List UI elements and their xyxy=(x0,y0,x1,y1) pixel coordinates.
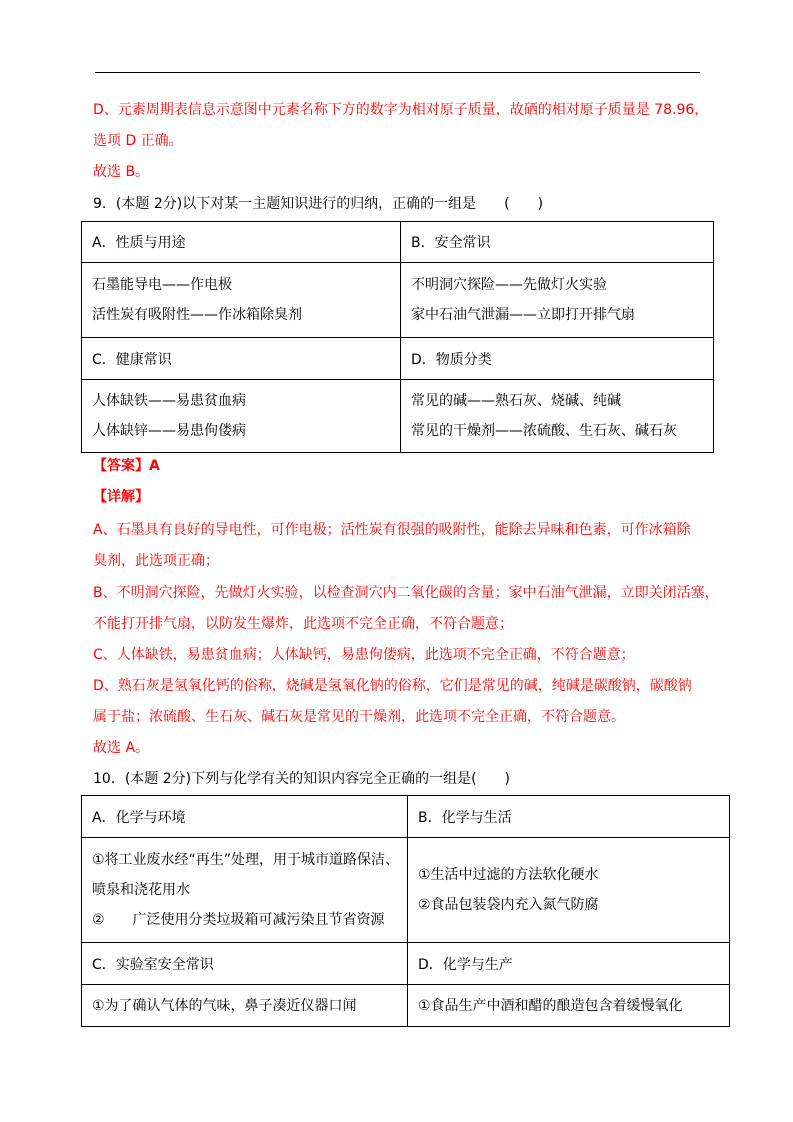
option-a-line: 石墨能导电——作电极 xyxy=(92,277,232,293)
detail-line: 臭剂，此选项正确； xyxy=(93,553,219,569)
option-b-line: 家中石油气泄漏——立即打开排气扇 xyxy=(411,307,635,323)
option-a-content xyxy=(82,838,408,943)
question-10-table xyxy=(81,795,730,1027)
option-c-line: 人体缺铁——易患贫血病 xyxy=(92,393,246,409)
option-d-line: 常见的碱——熟石灰、烧碱、纯碱 xyxy=(411,393,621,409)
option-d-content xyxy=(401,380,714,453)
option-c-header: C．实验室安全常识 xyxy=(82,943,408,985)
option-c-line: ①为了确认气体的气味，鼻子凑近仪器口闻 xyxy=(92,997,357,1014)
option-a-line: 喷泉和浇花用水 xyxy=(92,882,190,898)
detail-conclusion: 故选 A。 xyxy=(93,740,150,756)
option-a-line: ② 广泛使用分类垃圾箱可减污染且节省资源 xyxy=(92,912,385,928)
option-b-content xyxy=(408,838,730,943)
option-a-content xyxy=(82,263,401,338)
option-b-line: 不明洞穴探险——先做灯火实验 xyxy=(411,277,607,293)
option-d-header: D．物质分类 xyxy=(401,338,714,380)
detail-line: A、石墨具有良好的导电性，可作电极；活性炭有很强的吸附性，能除去异味和色素，可作冰箱除 xyxy=(93,522,691,538)
detail-label: 【详解】 xyxy=(93,489,149,505)
option-a-header: A．性质与用途 xyxy=(82,222,401,263)
option-b-line: ②食品包装袋内充入氮气防腐 xyxy=(418,897,599,913)
header-rule xyxy=(95,72,700,73)
option-c-header: C．健康常识 xyxy=(82,338,401,380)
detail-line: D、熟石灰是氢氧化钙的俗称，烧碱是氢氧化钠的俗称，它们是常见的碱，纯碱是碳酸钠，碳酸钠 xyxy=(93,678,692,694)
option-d-content xyxy=(408,985,730,1027)
option-b-header: B．安全常识 xyxy=(401,222,714,263)
solution-line: 选项 D 正确。 xyxy=(93,133,183,149)
detail-line: 属于盐；浓硫酸、生石灰、碱石灰是常见的干燥剂，此选项不完全正确，不符合题意。 xyxy=(93,709,625,725)
solution-conclusion: 故选 B。 xyxy=(93,164,150,180)
option-d-header: D．化学与生产 xyxy=(408,943,730,985)
option-d-line: ①食品生产中酒和醋的酿造包含着缓慢氧化 xyxy=(418,997,683,1014)
option-c-content xyxy=(82,380,401,453)
option-a-line: ①将工业废水经“再生”处理，用于城市道路保洁、 xyxy=(92,852,400,868)
solution-line: D、元素周期表信息示意图中元素名称下方的数字为相对原子质量，故硒的相对原子质量是 78.96， xyxy=(93,102,709,118)
option-c-line: 人体缺锌——易患佝偻病 xyxy=(92,423,246,439)
option-a-line: 活性炭有吸附性——作冰箱除臭剂 xyxy=(92,307,302,323)
answer-label: 【答案】A xyxy=(93,458,160,474)
detail-line: B、不明洞穴探险，先做灯火实验，以检查洞穴内二氧化碳的含量；家中石油气泄漏，立即关闭活塞， xyxy=(93,585,719,601)
question-10-stem: 10．(本题 2分)下列与化学有关的知识内容完全正确的一组是( ) xyxy=(93,771,511,787)
option-c-content xyxy=(82,985,408,1027)
question-9-stem: 9．(本题 2分)以下对某一主题知识进行的归纳，正确的一组是 ( ) xyxy=(93,196,544,212)
option-b-header: B．化学与生活 xyxy=(408,796,730,838)
option-b-content xyxy=(401,263,714,338)
option-b-line: ①生活中过滤的方法软化硬水 xyxy=(418,867,599,883)
option-a-header: A．化学与环境 xyxy=(82,796,408,838)
option-d-line: 常见的干燥剂——浓硫酸、生石灰、碱石灰 xyxy=(411,423,677,439)
detail-line: 不能打开排气扇，以防发生爆炸，此选项不完全正确，不符合题意； xyxy=(93,616,513,632)
detail-line: C、人体缺铁，易患贫血病；人体缺钙，易患佝偻病，此选项不完全正确，不符合题意； xyxy=(93,647,635,663)
question-9-table xyxy=(81,221,714,453)
